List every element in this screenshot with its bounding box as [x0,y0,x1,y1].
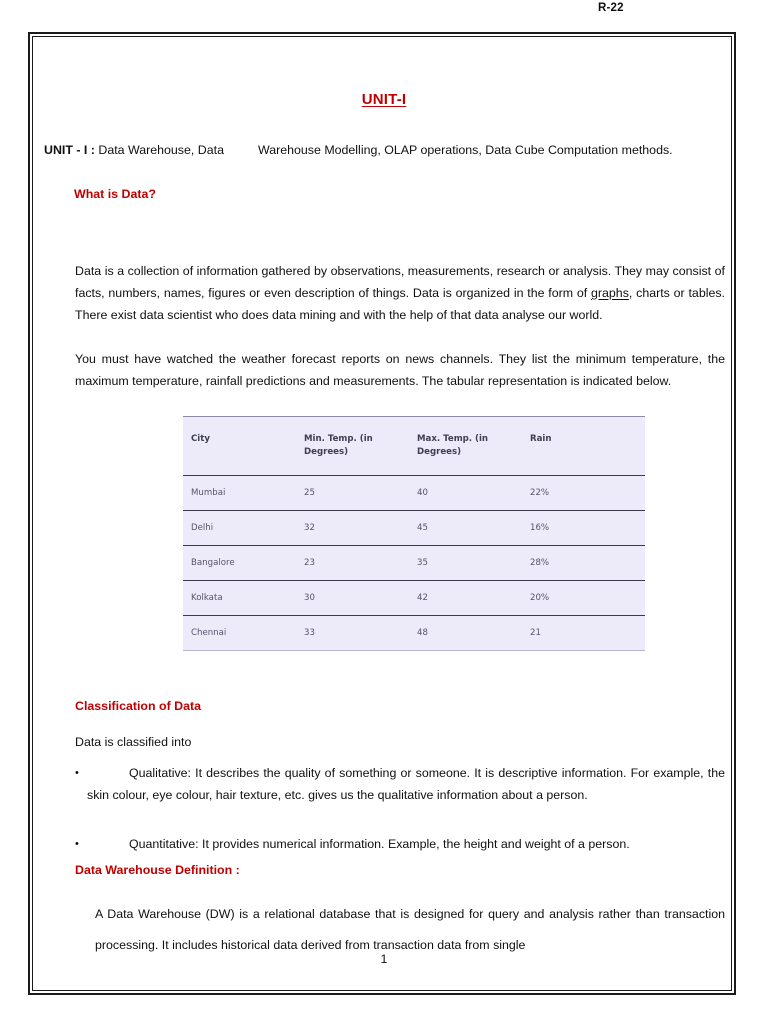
cell-rain: 21 [522,616,645,651]
syllabus-lead-label: UNIT - I : [44,143,95,157]
page-number: 1 [380,952,388,966]
weather-table-container [183,416,645,651]
page-content [44,44,725,966]
table-row [183,511,645,546]
paragraph-weather-forecast: You must have watched the weather forecast reports on news channels. They list the minimum temperature, the maximum temperature, rainfall predictions and measurements. The tabular representation is indicated below. [75,352,725,388]
table-row [183,581,645,616]
table-row [183,546,645,581]
heading-what-is-data: What is Data? [74,187,156,201]
cell-min-temp: 30 [296,581,409,616]
list-item-label: Qualitative: It describes the quality of something or someone. It is descriptive information. For example, the skin colour, eye colour, hair texture, etc. gives us the qualitative information about a person. [87,766,725,802]
paragraph-data-definition-part-1: Data is a collection of information gathered by observations, measurements, research or analysis. They may consist of facts, numbers, names, figures or even description of things. Data is organized in the form of [75,264,725,300]
column-header-city: City [183,417,296,476]
list-item [75,762,725,806]
paragraph-data-warehouse-definition: A Data Warehouse (DW) is a relational database that is designed for query and analysis rather than transaction processing. It includes historical data derived from transaction data from single [95,907,725,952]
cell-max-temp: 48 [409,616,522,651]
cell-rain: 16% [522,511,645,546]
cell-max-temp: 42 [409,581,522,616]
weather-table [183,416,645,651]
cell-city: Mumbai [183,476,296,511]
column-header-max-temp: Max. Temp. (in Degrees) [409,417,522,476]
list-item-label: Quantitative: It provides numerical information. Example, the height and weight of a person. [129,837,630,851]
cell-min-temp: 25 [296,476,409,511]
table-row [183,616,645,651]
regulation-code: R-22 [598,2,624,14]
page-border-frame [28,32,736,995]
syllabus-text-before-gap: Data Warehouse, Data [94,143,224,157]
cell-min-temp: 33 [296,616,409,651]
cell-city: Kolkata [183,581,296,616]
bullet-icon: • [75,767,79,779]
running-header [0,0,768,30]
syllabus-text-after-gap: Warehouse Modelling, OLAP operations, Data Cube Computation methods. [257,143,673,157]
syllabus-line [44,140,724,161]
cell-max-temp: 45 [409,511,522,546]
paragraph-data-definition [75,260,725,326]
cell-max-temp: 40 [409,476,522,511]
cell-rain: 20% [522,581,645,616]
page-title: UNIT-I [361,91,407,108]
heading-data-warehouse-definition: Data Warehouse Definition : [75,863,240,877]
column-header-min-temp: Min. Temp. (in Degrees) [296,417,409,476]
table-header-row [183,417,645,476]
cell-max-temp: 35 [409,546,522,581]
table-row [183,476,645,511]
heading-classification-of-data: Classification of Data [75,699,201,713]
cell-rain: 22% [522,476,645,511]
graphs-link[interactable]: graphs [591,286,629,300]
cell-rain: 28% [522,546,645,581]
cell-min-temp: 32 [296,511,409,546]
column-header-rain: Rain [522,417,645,476]
list-item [75,833,725,855]
cell-city: Bangalore [183,546,296,581]
bullet-icon: • [75,838,79,850]
paragraph-data-classified-into: Data is classified into [75,735,192,749]
cell-city: Delhi [183,511,296,546]
paragraph-data-definition-part-2: , charts or tables. There exist data scientist who does data mining and with the help of that data analyse our world. [75,286,725,322]
cell-min-temp: 23 [296,546,409,581]
cell-city: Chennai [183,616,296,651]
